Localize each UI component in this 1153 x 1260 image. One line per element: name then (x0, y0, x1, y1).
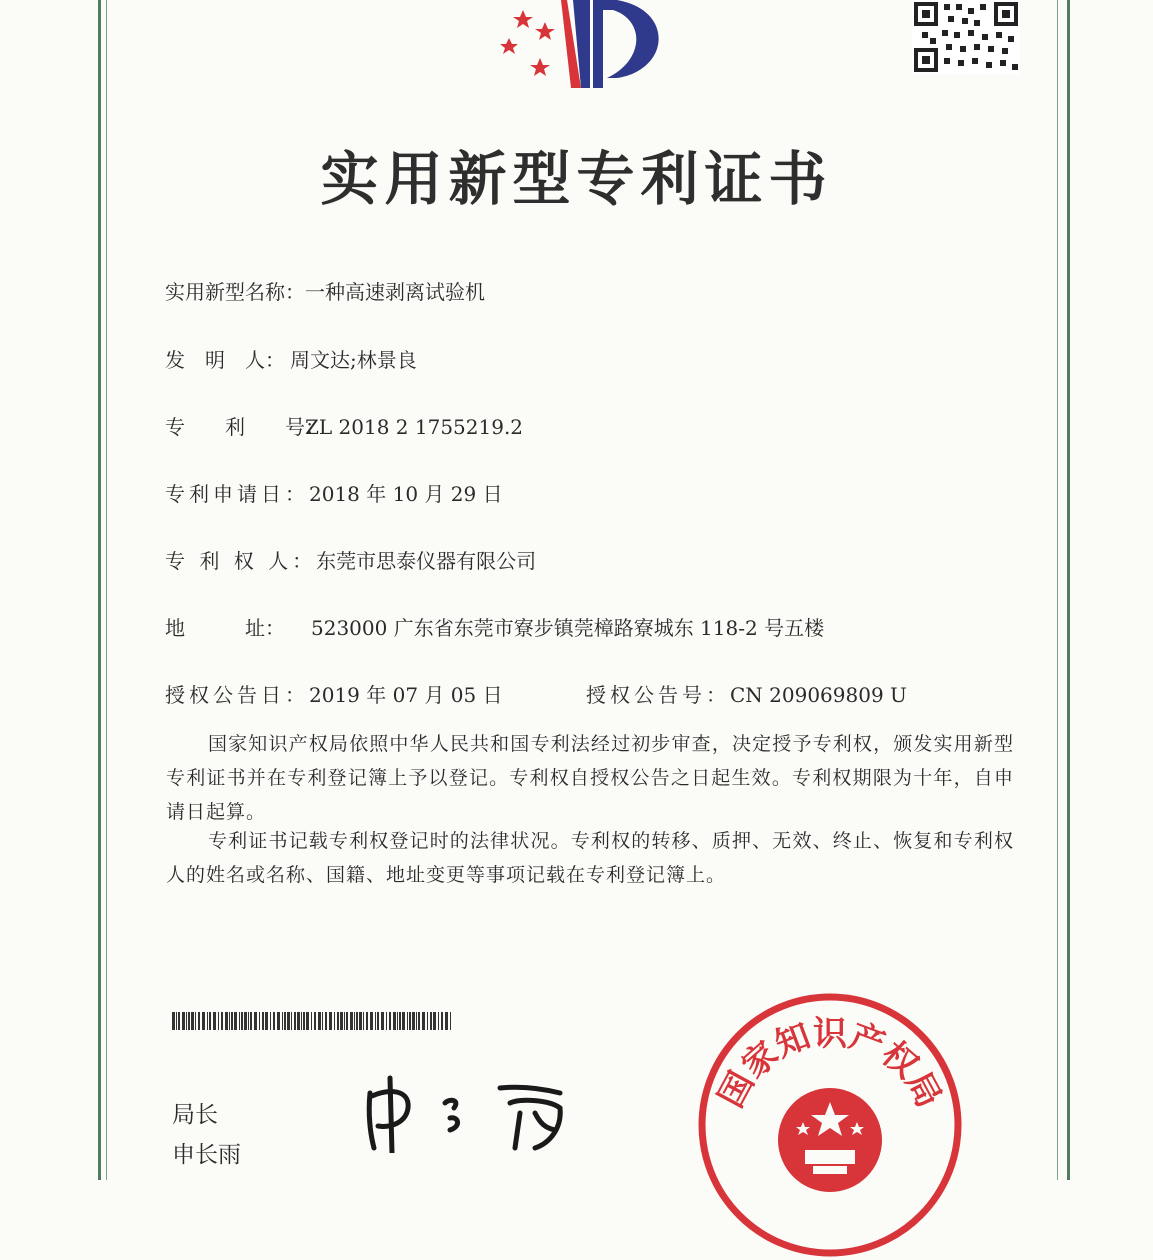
certificate-title: 实用新型专利证书 (320, 145, 833, 213)
announcement-number-label: 授权公告号： (586, 683, 730, 707)
address-value: 523000 广东省东莞市寮步镇莞樟路寮城东 118-2 号五楼 (311, 616, 825, 640)
patent-number-label: 专 利 号： (165, 415, 325, 439)
inventor-label: 发 明 人： (165, 348, 285, 372)
director-signature (350, 1068, 590, 1153)
address-label: 地 址： (165, 616, 285, 640)
patent-office-logo (495, 0, 670, 95)
announcement-number-value: CN 209069809 U (730, 683, 907, 707)
legal-status-paragraph: 专利证书记载专利权登记时的法律状况。专利权的转移、质押、无效、终止、恢复和专利权人的姓名或名称、国籍、地址变更等事项记载在专利登记簿上。 (166, 830, 1014, 886)
announcement-date-value: 2019 年 07 月 05 日 (309, 683, 503, 707)
application-date-row (165, 478, 503, 507)
patent-number-row (165, 411, 523, 440)
patent-number-value: ZL 2018 2 1755219.2 (305, 415, 524, 439)
address-row (165, 612, 824, 641)
patentee-row (165, 545, 536, 574)
patentee-value: 东莞市思泰仪器有限公司 (316, 549, 537, 573)
barcode (172, 1012, 454, 1030)
statement-paragraph: 国家知识产权局依照中华人民共和国专利法经过初步审查，决定授予专利权，颁发实用新型专利证书并在专利登记簿上予以登记。专利权自授权公告之日起生效。专利权期限为十年，自申请日起算。 (166, 733, 1014, 823)
announcement-date-row (165, 679, 503, 708)
director-label: 局长 (172, 1102, 218, 1128)
qr-code (912, 0, 1020, 74)
announcement-number-row (586, 679, 907, 708)
application-date-label: 专利申请日： (165, 482, 309, 506)
application-date-value: 2018 年 10 月 29 日 (309, 482, 503, 506)
inventor-row (165, 344, 417, 373)
seal-text: 国家知识产权局 (711, 1014, 949, 1115)
utility-model-name-row (165, 276, 485, 305)
official-seal (695, 990, 965, 1260)
inventor-value: 周文达;林景良 (290, 348, 417, 372)
director-name: 申长雨 (172, 1142, 241, 1168)
announcement-date-label: 授权公告日： (165, 683, 309, 707)
patentee-label: 专 利 权 人： (165, 549, 317, 573)
utility-model-name-label: 实用新型名称： (165, 280, 305, 304)
utility-model-name-value: 一种高速剥离试验机 (305, 280, 485, 304)
